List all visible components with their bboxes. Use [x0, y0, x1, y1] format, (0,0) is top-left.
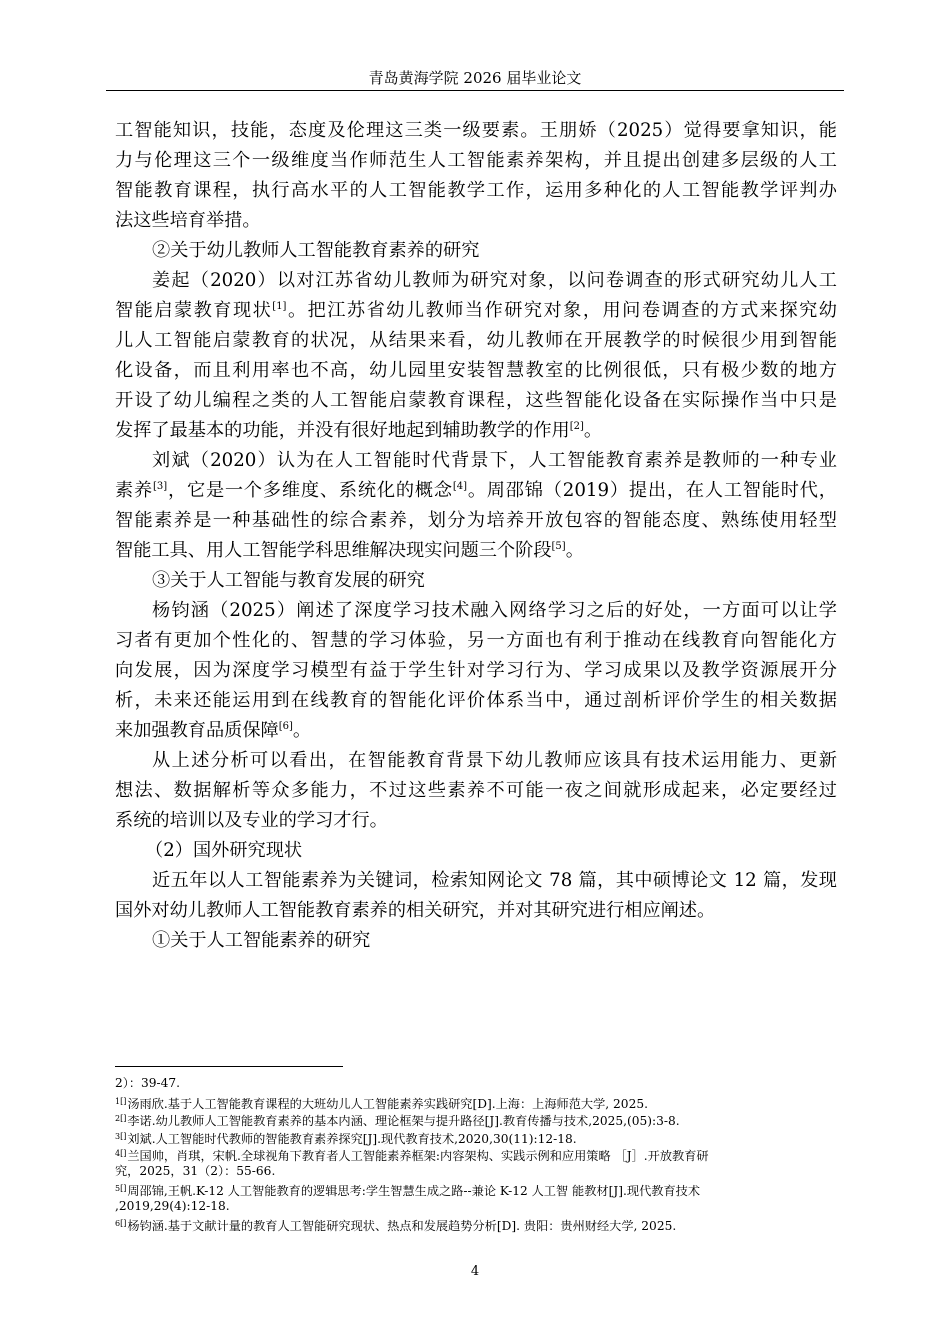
footnote-line: [115, 1110, 825, 1128]
footnote-mark: 4[]: [115, 1149, 127, 1158]
citation-ref: [2]: [569, 421, 584, 432]
citation-ref: [6]: [278, 721, 293, 732]
footnote-text: 李诺.幼儿教师人工智能教育素养的基本内涵、理论框架与提升路径[J].教育传播与技术,2025,(05):3-8.: [127, 1114, 680, 1128]
main-text: [115, 116, 837, 956]
footnote-mark: 6[]: [115, 1219, 127, 1228]
section-heading: ①关于人工智能素养的研究: [152, 930, 371, 951]
footnote-text: 刘斌.人工智能时代教师的智能教育素养探究[J].现代教育技术,2020,30(11):12-18.: [127, 1131, 577, 1146]
text-run: ，它是一个多维度、系统化的概念: [167, 480, 453, 501]
paragraph-line: 向发展，因为深度学习模型有益于学生针对学习行为、学习成果以及教学资源展开分: [115, 660, 837, 681]
section-heading: （2）国外研究现状: [145, 840, 303, 861]
footnote-line: 2）：39-47.: [115, 1076, 181, 1090]
text-run: 。周邵锦（2019）提出，在人工智能时代，: [467, 480, 837, 501]
footnote-mark: 1[]: [115, 1096, 127, 1106]
footnote-mark: 5[]: [115, 1184, 127, 1193]
paragraph-line: 系统的培训以及专业的学习才行。: [115, 810, 388, 831]
citation-ref: [5]: [551, 541, 566, 552]
footnote-mark: 3[]: [115, 1131, 127, 1141]
footnote-line: 究，2025，31（2）：55-66.: [115, 1163, 276, 1178]
text-run: 来加强教育品质保障: [115, 720, 279, 741]
paragraph-line: 从上述分析可以看出，在智能教育背景下幼儿教师应该具有技术运用能力、更新: [152, 750, 837, 771]
text-run: 。: [292, 720, 312, 741]
section-heading: ②关于幼儿教师人工智能教育素养的研究: [152, 240, 480, 261]
paragraph-line: 杨钧涵（2025）阐述了深度学习技术融入网络学习之后的好处，一方面可以让学: [152, 600, 837, 621]
page-number: 4: [470, 1264, 480, 1279]
paragraph-line: 姜起（2020）以对江苏省幼儿教师为研究对象，以问卷调查的形式研究幼儿人工: [152, 270, 837, 291]
paragraph-line: 力与伦理这三个一级维度当作师范生人工智能素养架构，并且提出创建多层级的人工: [115, 150, 837, 171]
footnote-text: 汤雨欣.基于人工智能教育课程的大班幼儿人工智能素养实践研究[D].上海：上海师范大学, 2025.: [127, 1096, 648, 1111]
paragraph-line: 法这些培育举措。: [115, 210, 261, 231]
footnote-text: 周邵锦,王帆.K-12 人工智能教育的逻辑思考:学生智慧生成之路--兼论 K-12 人工智 能教材[J].现代教育技术: [127, 1184, 701, 1198]
text-run: 素养: [115, 480, 153, 501]
text-run: 发挥了最基本的功能，并没有很好地起到辅助教学的作用: [115, 420, 570, 441]
running-header: 青岛黄海学院 2026 届毕业论文: [368, 69, 582, 87]
footnotes: [115, 1075, 825, 1233]
text-run: 。把江苏省幼儿教师当作研究对象，用问卷调查的方式来探究幼: [286, 300, 837, 321]
text-run: 。: [565, 540, 584, 561]
footnote-line: [115, 1093, 825, 1111]
paragraph-line: [115, 296, 837, 326]
footnote-text: 杨钧涵.基于文献计量的教育人工智能研究现状、热点和发展趋势分析[D]. 贵阳：贵州财经大学, 2025.: [127, 1219, 677, 1233]
paragraph-line: 智能教育课程，执行高水平的人工智能教学工作，运用多种化的人工智能教学评判办: [115, 180, 837, 201]
paragraph-line: [115, 476, 837, 506]
paragraph-line: 儿人工智能启蒙教育的状况，从结果来看，幼儿教师在开展教学的时候很少用到智能: [115, 330, 837, 351]
header-rule: [106, 90, 844, 91]
citation-ref: [4]: [452, 481, 468, 492]
section-heading: ③关于人工智能与教育发展的研究: [152, 570, 425, 591]
footnote-line: [115, 1180, 825, 1198]
paragraph-line: [115, 416, 837, 446]
paragraph-line: 近五年以人工智能素养为关键词，检索知网论文 78 篇，其中硕博论文 12 篇，发现: [152, 870, 837, 891]
text-run: 。: [583, 420, 603, 441]
footnote-line: ,2019,29(4):12-18.: [115, 1198, 230, 1213]
footnote-line: [115, 1128, 825, 1146]
paragraph-line: 想法、数据解析等众多能力，不过这些素养不可能一夜之间就形成起来，必定要经过: [115, 780, 837, 801]
paragraph-line: 化设备，而且利用率也不高，幼儿园里安装智慧教室的比例很低，只有极少数的地方: [115, 360, 837, 381]
paragraph-line: [115, 536, 837, 566]
citation-ref: [1]: [272, 301, 287, 312]
text-run: 智能启蒙教育现状: [115, 300, 273, 321]
footnote-rule: [115, 1066, 343, 1067]
paragraph-line: 智能素养是一种基础性的综合素养，划分为培养开放包容的智能态度、熟练使用轻型: [115, 510, 837, 531]
citation-ref: [3]: [152, 481, 168, 492]
footnote-line: [115, 1145, 825, 1163]
text-run: 智能工具、用人工智能学科思维解决现实问题三个阶段: [115, 540, 552, 561]
paragraph-line: 工智能知识，技能，态度及伦理这三类一级要素。王朋娇（2025）觉得要拿知识，能: [115, 120, 837, 141]
footnote-text: 兰国帅，肖琪，宋帆.全球视角下教育者人工智能素养框架:内容架构、实践示例和应用策略 ［J］.开放教育研: [127, 1149, 709, 1163]
paragraph-line: 习者有更加个性化的、智慧的学习体验，另一方面也有利于推动在线教育向智能化方: [115, 630, 837, 651]
paragraph-line: [115, 716, 837, 746]
paragraph-line: 刘斌（2020）认为在人工智能时代背景下，人工智能教育素养是教师的一种专业: [152, 450, 837, 471]
paragraph-line: 国外对幼儿教师人工智能教育素养的相关研究，并对其研究进行相应阐述。: [115, 900, 716, 921]
footnote-mark: 2[]: [115, 1114, 127, 1123]
footnote-line: [115, 1215, 825, 1233]
paragraph-line: 开设了幼儿编程之类的人工智能启蒙教育课程，这些智能化设备在实际操作当中只是: [115, 390, 837, 411]
paragraph-line: 析，未来还能运用到在线教育的智能化评价体系当中，通过剖析评价学生的相关数据: [115, 690, 837, 711]
